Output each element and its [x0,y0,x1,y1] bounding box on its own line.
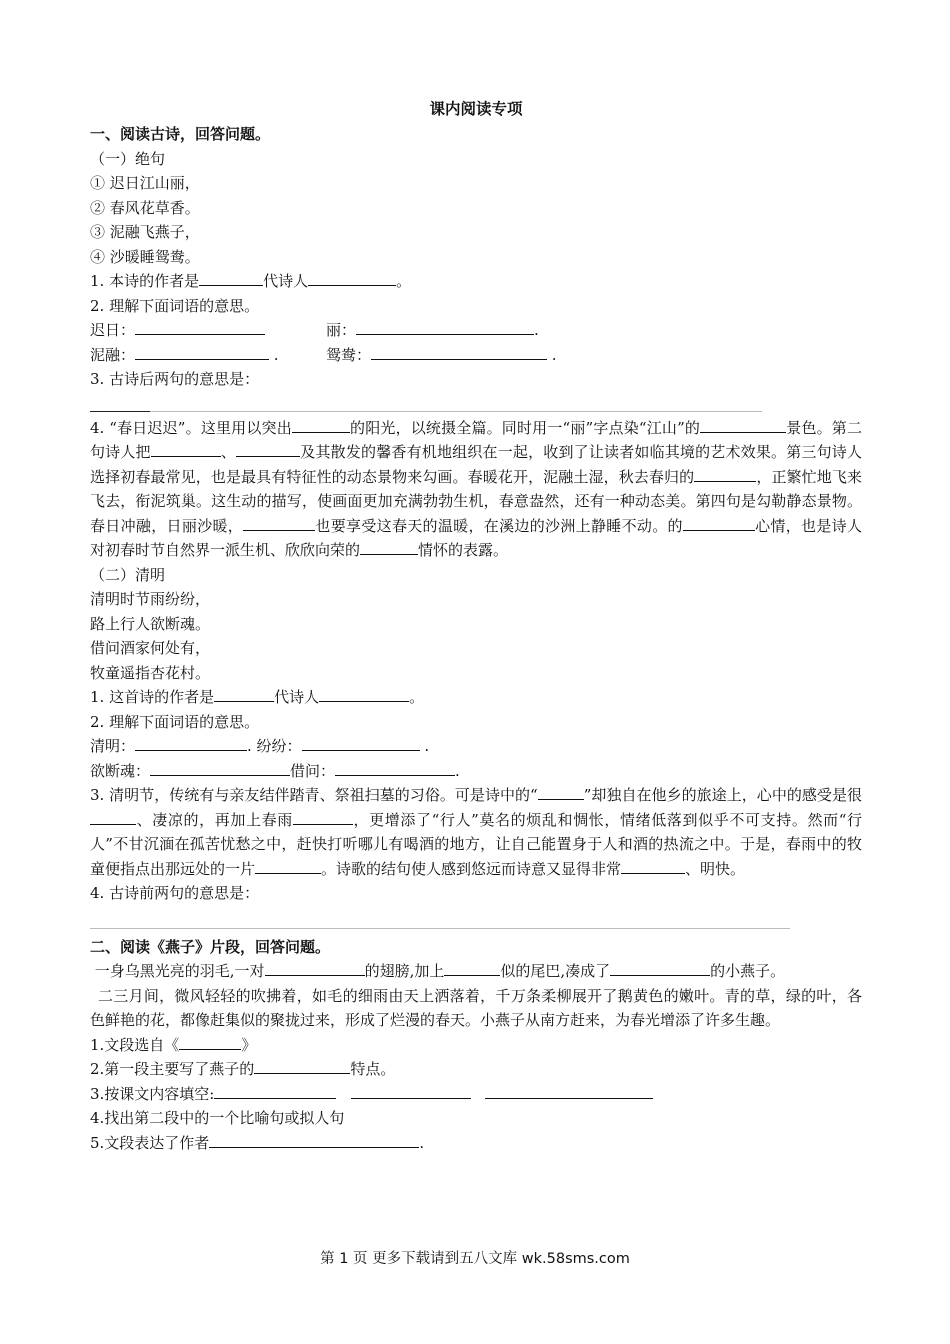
answer-blank[interactable] [214,1084,336,1099]
passage-question-4: 4.找出第二段中的一个比喻句或拟人句 [90,1109,345,1127]
answer-blank[interactable] [538,785,584,800]
poem-2-question-4: 4. 古诗前两句的意思是： [90,884,260,902]
word-row: 欲断魂： 借问： . [90,761,460,780]
answer-blank[interactable] [151,442,221,457]
answer-blank[interactable] [243,516,315,531]
answer-blank[interactable] [302,736,420,751]
poem-2-subtitle: （二）清明 [90,565,166,584]
answer-blank[interactable] [360,540,418,555]
poem-1-question-3: 3. 古诗后两句的意思是： [90,370,260,388]
answer-blank[interactable] [199,271,263,286]
answer-blank[interactable] [179,1035,241,1050]
poem-1-line: ③ 泥融飞燕子， [90,223,200,241]
answer-blank[interactable] [444,961,500,976]
answer-blank[interactable] [351,1084,471,1099]
answer-blank[interactable] [135,736,247,751]
answer-blank[interactable] [756,418,786,433]
answer-blank[interactable] [255,859,321,874]
poem-2-line: 借问酒家何处有， [90,639,211,657]
poem-1-question-4: 4. “春日迟迟”。这里用以突出 的阳光，以统摄全篇。同时用一“丽”字点染“江山”的 景色。第二句诗人把 、 及其散发的馨香有机地组织在一起，收到了让读者如临其境的艺术效果。第三句诗人选择初春最常见，也是最具有特征性的动态景物来勾画。春暖花开，泥融土湿，秋去春归的 ，正繁忙地飞来飞去，衔泥筑巢。这生动的描写，使画面更加充满勃勃生机，春意盎然，还有一种动态美。第四句是勾勒静态景物。春日冲融，日丽沙暖， 也要享受这春天的温暖，在溪边的沙洲上静睡不动。的 心情，也是诗人对初春时节自然界一派生机、欣欣向荣的 情怀的表露。 [90,418,862,559]
passage-paragraph-2: 二三月间，微风轻轻的吹拂着，如毛的细雨由天上洒落着，千万条柔柳展开了鹅黄色的嫩叶。青的草，绿的叶，各色鲜艳的花，都像赶集似的聚拢过来，形成了烂漫的春天。小燕子从南方赶来，为春光增添了许多生趣。 [90,986,862,1029]
answer-blank[interactable] [254,1059,350,1074]
passage-question-2: 2.第一段主要写了燕子的 特点。 [90,1060,396,1078]
poem-1-question-1: 1. 本诗的作者是 代诗人 。 [90,272,412,290]
word-row: 泥融： . 鸳鸯： . [90,345,557,364]
answer-blank[interactable] [319,687,409,702]
passage-question-5: 5.文段表达了作者 . [90,1133,425,1152]
answer-blank[interactable] [214,687,274,702]
answer-blank[interactable] [292,418,350,433]
passage-question-1: 1.文段选自《 》 [90,1035,257,1054]
poem-1-line: ① 迟日江山丽， [90,174,200,192]
page-title: 课内阅读专项 [429,99,523,118]
answer-blank[interactable] [308,271,396,286]
answer-blank[interactable] [335,761,455,776]
passage-question-3: 3.按课文内容填空: [90,1082,862,1107]
section-2-heading: 二、阅读《燕子》片段，回答问题。 [90,937,331,956]
answer-blank[interactable] [694,467,756,482]
poem-2-question-2: 2. 理解下面词语的意思。 [90,712,260,731]
document-page [90,96,862,1155]
answer-blank[interactable] [135,345,269,360]
answer-blank[interactable] [356,320,534,335]
answer-blank[interactable] [610,961,710,976]
answer-blank[interactable] [265,961,365,976]
answer-blank[interactable] [209,1133,419,1148]
poem-2-line: 牧童遥指杏花村。 [90,663,211,682]
poem-2-line: 路上行人欲断魂。 [90,614,211,633]
answer-blank[interactable] [293,810,353,825]
poem-2-question-3: 3. 清明节，传统有与亲友结伴踏青、祭祖扫墓的习俗。可是诗中的“ ”却独自在他乡的旅途上，心中的感受是很、凄凉的，再加上春雨 ，更增添了“行人”莫名的烦乱和惆怅，情绪低落到似乎不可支持。然而“行人”不甘沉湎在孤苦忧愁之中，赶快打听哪儿有喝酒的地方，让自己能置身于人和酒的热流之中。于是，春雨中的牧童便指点出那远处的一片 。诗歌的结句使人感到悠远而诗意又显得非常 、明快。 [90,786,862,878]
answer-blank[interactable] [683,516,755,531]
answer-blank[interactable] [700,418,756,433]
word-row: 迟日： 丽： . [90,321,539,339]
section-1-heading: 一、阅读古诗，回答问题。 [90,125,271,143]
poem-2-question-1: 1. 这首诗的作者是 代诗人 。 [90,688,425,706]
answer-blank[interactable] [485,1084,653,1099]
answer-blank[interactable] [135,320,265,335]
poem-1-question-2: 2. 理解下面词语的意思。 [90,296,260,315]
answer-blank[interactable] [236,442,300,457]
answer-blank[interactable] [621,859,685,874]
poem-2-line: 清明时节雨纷纷， [90,590,211,608]
answer-blank[interactable] [90,810,136,825]
answer-line[interactable] [90,392,862,416]
poem-1-subtitle: （一）绝句 [90,149,166,168]
poem-1-line: ④ 沙暖睡鸳鸯。 [90,247,200,266]
passage-paragraph-1: 一身乌黑光亮的羽毛,一对 的翅膀,加上 似的尾巴,凑成了 的小燕子。 [94,962,786,980]
word-row: 清明： . 纷纷： . [90,737,430,755]
answer-blank[interactable] [371,345,547,360]
poem-1-line: ② 春风花草香。 [90,198,200,217]
answer-line[interactable] [90,906,790,929]
answer-blank[interactable] [150,761,290,776]
page-footer: 第 1 页 更多下载请到五八文库 wk.58sms.com [320,1251,630,1267]
